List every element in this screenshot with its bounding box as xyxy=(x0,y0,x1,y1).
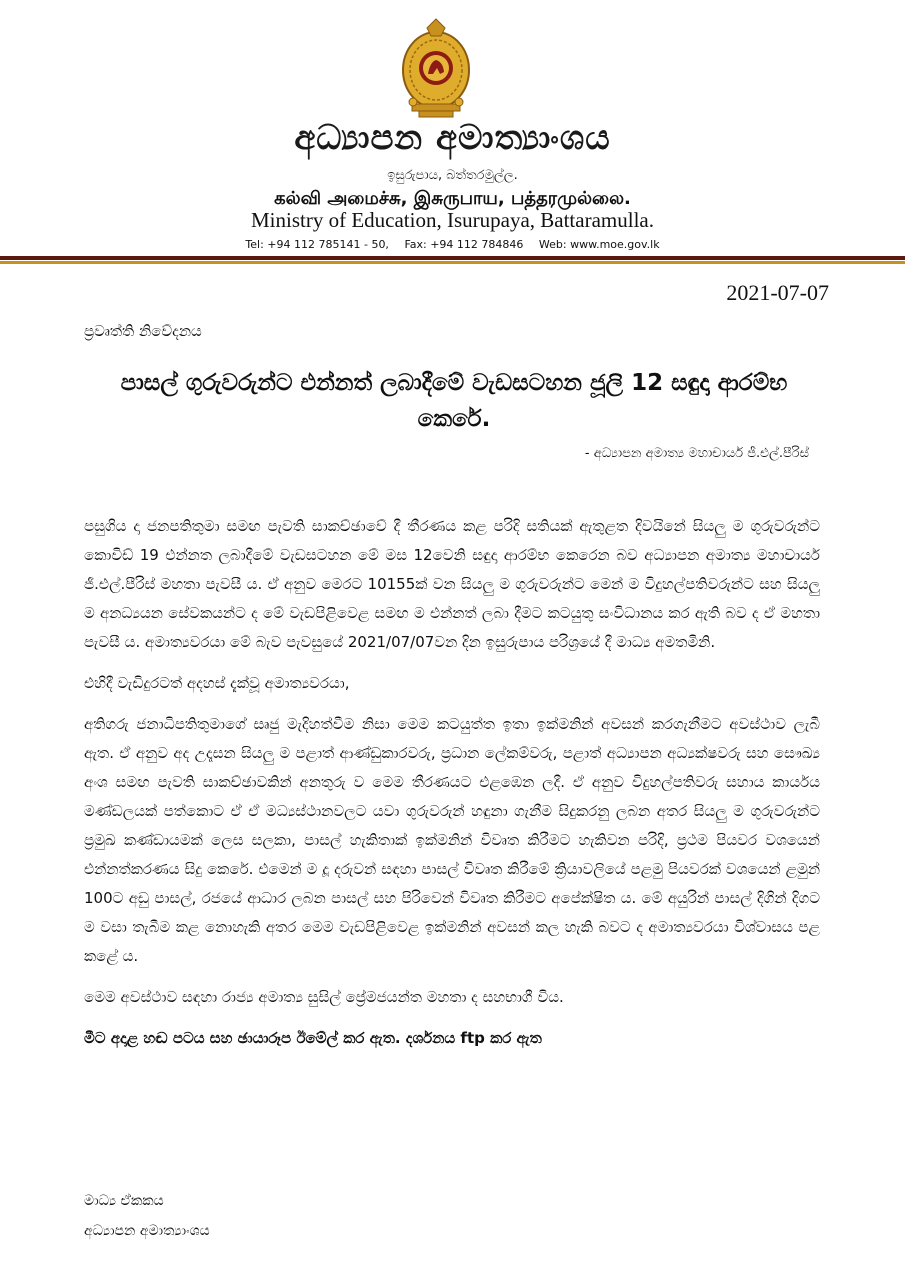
byline: - අධ්‍යාපන අමාත්‍ය මහාචාර්ය ජී.එල්.පීරිස් xyxy=(584,446,809,461)
signature-unit: මාධ්‍ය ඒකකය xyxy=(84,1193,164,1209)
document-type: ප්‍රවෘත්ති නිවේදනය xyxy=(84,322,202,340)
letterhead-title-tamil: கல்வி அமைச்சு, இசுருபாய, பத்தரமுல்லை. xyxy=(274,188,631,209)
letterhead-subtitle-sinhala: ඉසුරුපාය, බත්තරමුල්ල. xyxy=(387,168,518,183)
paragraph: අතිගරු ජනාධිපතිතුමාගේ සෘජු මැදිහත්වීම නිසා මෙම කටයුත්ත ඉතා ඉක්මනින් අවසන් කරගැනීමට අවස්ථාව ලැබී ඇත. ඒ අනුව අද උදෑසන සියලු ම පළාත් ආණ්ඩුකාරවරු, ප්‍රධාන ලේකම්වරු, පළාත් අධ්‍යාපන අධ්‍යක්ෂවරු සහ සෞඛ්‍ය අංශ සමඟ පැවති සාකච්ඡාවකින් අනතුරු ව මෙම තීරණයට එළඹෙන ලදී. ඒ අනුව විදුහල්පතිවරු සහාය කාර්යය මණ්ඩලයක් පත්කොට ඒ ඒ මධ්‍යස්ථානවලට යවා ගුරුවරුන් හඳුනා ගැනීම සිදුකරනු ලබන අතර සියලු ම ගුරුවරුන්ට ප්‍රමුඛ කණ්ඩායමක් ලෙස සලකා, පාසල් හැකිතාක් ඉක්මනින් විවෘත කිරීමට හැකිවන පරිදි, ප්‍රථම පියවර වශයෙන් එන්නත්කරණය සිදු කෙරේ. එමෙන් ම දූ දරුවන් සඳහා පාසල් විවෘත කිරීමේ ක්‍රියාවලියේ පළමු පියවරක් වශයෙන් ළමුන් 100ට අඩු පාසල්, රජයේ ආධාර ලබන පාසල් සහ පිරිවෙන් විවෘත කිරීමට අපේක්ෂිත ය. මේ අයුරින් පාසල් දිගින් දිගට ම වසා තැබීම කළ නොහැකි අතර මෙම වැඩපිළිවෙළ ඉක්මනින් අවසන් කල හැකි බවට ද අමාත්‍යවරයා විශ්වාසය පළ කළේ ය. xyxy=(84,715,820,965)
letterhead-rule-gold xyxy=(0,261,905,264)
letterhead-contact xyxy=(0,238,905,251)
letterhead-title-english: Ministry of Education, Isurupaya, Battaramulla. xyxy=(251,208,654,232)
government-emblem-icon xyxy=(397,16,475,120)
contact-tel: Tel: +94 112 785141 - 50, xyxy=(245,238,389,251)
signature-ministry: අධ්‍යාපන අමාත්‍යාංශය xyxy=(84,1223,210,1239)
paragraph: පසුගිය දා ජනපතිතුමා සමඟ පැවති සාකච්ඡාවේ දී තීරණය කළ පරිදි සතියක් ඇතුළත දිවයිනේ සියලු ම ගුරුවරුන්ට කොවිඩ් 19 එන්නත ලබාදීමේ වැඩසටහන මේ මස 12වෙනි සඳුදා ආරම්භ කෙරෙන බව අධ්‍යාපන අමාත්‍ය මහාචාර්ය ජී.එල්.පීරිස් මහතා පැවසී ය. ඒ අනුව මෙරට 10155ක් වන සියලු ම ගුරුවරුන්ට මෙන් ම විදුහල්පතිවරුන්ට සහ සියලු ම අනධ්‍යයන සේවකයන්ට ද මේ වැඩපිළිවෙළ සමඟ ම එන්නත් ලබා දීමට කටයුතු සංවිධානය කර ඇති බව ද ඒ මහතා පැවසී ය. අමාත්‍යවරයා මේ බැව පැවසුයේ 2021/07/07වන දින ඉසුරුපාය පරිශ්‍රයේ දී මාධ්‍ය අමතමිනි. xyxy=(84,517,820,651)
signature-block xyxy=(84,1186,210,1246)
document-date: 2021-07-07 xyxy=(726,280,829,305)
letterhead-title: අධ්‍යාපන අමාත්‍යාංශය xyxy=(294,118,611,158)
paragraph: මෙම අවස්ථාව සඳහා රාජ්‍ය අමාත්‍ය සුසිල් ප්‍රේමජයන්ත මහතා ද සහභාගී විය. xyxy=(84,988,564,1006)
press-release-body xyxy=(84,512,820,1065)
letterhead-rule-dark xyxy=(0,256,905,260)
contact-web: Web: www.moe.gov.lk xyxy=(538,238,660,251)
contact-fax: Fax: +94 112 784846 xyxy=(404,238,524,251)
media-note: මීට අදාළ හඬ පටය සහ ඡායාරූප ඊමේල් කර ඇත. දර්ශනය ftp කර ඇත xyxy=(84,1029,542,1047)
paragraph: එහිදී වැඩිදුරටත් අදහස් දැක්වූ අමාත්‍යවරයා, xyxy=(84,674,350,692)
headline: පාසල් ගුරුවරුන්ට එන්නත් ලබාදීමේ වැඩසටහන ජූලි 12 සඳුදා ආරම්භ කෙරේ. xyxy=(120,370,788,432)
